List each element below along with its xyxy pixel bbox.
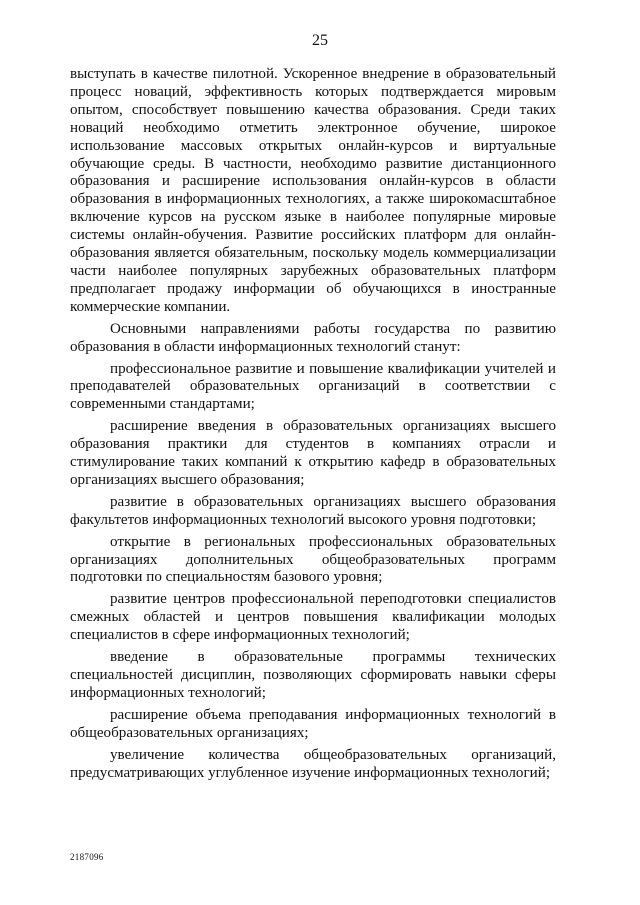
paragraph-continuation: выступать в качестве пилотной. Ускоренное внедрение в образовательный процесс новаций, эффективность которых подтверждается мировым опытом, способствует повышению качества образования. Среди таких новаций необходимо отметить электронное обучение, широкое использование массовых открытых онлайн-курсов и виртуальные обучающие среды. В частности, необходимо развитие дистанционного образования и расширение использования онлайн-курсов в области образования в информационных технологиях, а также широкомасштабное включение курсов на русском языке в наиболее популярные мировые системы онлайн-обучения. Развитие российских платформ для онлайн-образования является обязательным, поскольку модель коммерциализации части наиболее популярных зарубежных образовательных платформ предполагает продажу информации об обучающихся в иностранные коммерческие компании. [70,66,556,315]
page-number: 25 [312,32,328,49]
list-item-regional-programs: открытие в региональных профессиональных образовательных организациях дополнительных общеобразовательных программ подготовки по специальностям базового уровня; [70,533,556,586]
list-item-technical-disciplines: введение в образовательные программы технических специальностей дисциплин, позволяющих сформировать навыки сферы информационных технологий; [70,649,556,701]
document-body [70,66,556,782]
list-item-retraining-centers: развитие центров профессиональной переподготовки специалистов смежных областей и центров повышения квалификации молодых специалистов в сфере информационных технологий; [70,591,556,644]
document-code: 2187096 [70,852,104,862]
list-item-teacher-training: профессиональное развитие и повышение квалификации учителей и преподавателей образовательных организаций в соответствии с современными стандартами; [70,360,556,413]
paragraph-directions-intro: Основными направлениями работы государства по развитию образования в области информационных технологий станут: [70,320,556,355]
list-item-student-practice: расширение введения в образовательных организациях высшего образования практики для студентов в компаниях отрасли и стимулирование таких компаний к открытию кафедр в образовательных организациях высшего образования; [70,418,556,488]
list-item-school-it-teaching: расширение объема преподавания информационных технологий в общеобразовательных организациях; [70,706,556,741]
list-item-it-faculties: развитие в образовательных организациях высшего образования факультетов информационных технологий высокого уровня подготовки; [70,493,556,528]
list-item-advanced-it-schools: увеличение количества общеобразовательных организаций, предусматривающих углубленное изучение информационных технологий; [70,746,556,781]
